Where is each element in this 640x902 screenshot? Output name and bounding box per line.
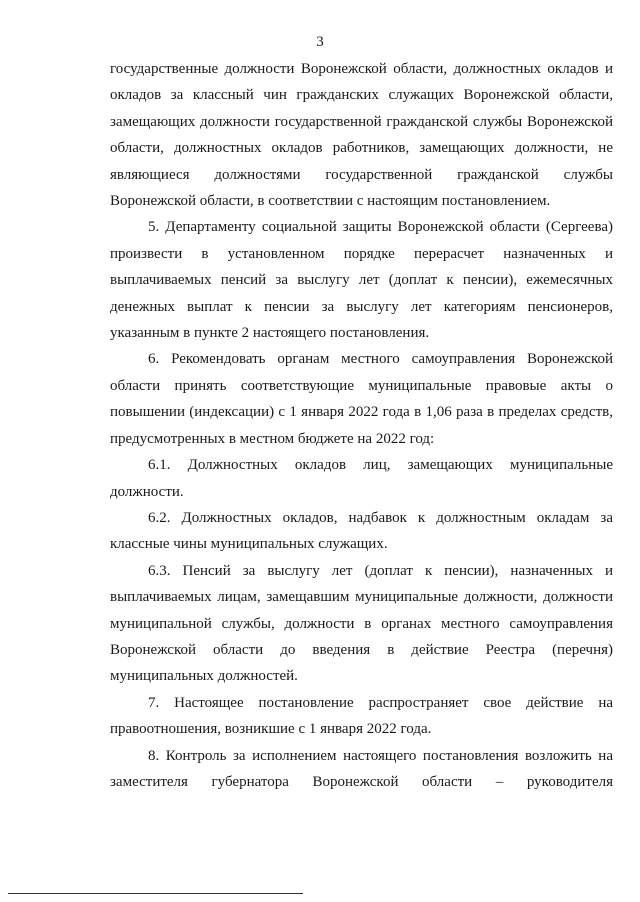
paragraph-item-6-2: 6.2. Должностных окладов, надбавок к должностным окладам за классные чины муниципальных служащих. bbox=[110, 509, 613, 553]
page-number: 3 bbox=[316, 34, 324, 50]
paragraph-item-6-3: 6.3. Пенсий за выслугу лет (доплат к пенсии), назначенных и выплачиваемых лицам, замещавшим муниципальные должности, должности муниципальной службы, должности в органах местного самоуправления Воронежской области до введения в действие Реестра (перечня) муниципальных должностей. bbox=[110, 562, 613, 685]
paragraph-item-5: 5. Департаменту социальной защиты Воронежской области (Сергеева) произвести в установленном порядке перерасчет назначенных и выплачиваемых пенсий за выслугу лет (доплат к пенсии), ежемесячных денежных выплат к пенсии за выслугу лет категориям пенсионеров, указанным в пункте 2 настоящего постановления. bbox=[110, 219, 613, 342]
paragraph-continuation: государственные должности Воронежской области, должностных окладов и окладов за классный чин гражданских служащих Воронежской области, замещающих должности государственной гражданской службы Воронежской области, должностных окладов работников, замещающих должности, не являющиеся должностями государственной гражданской службы Воронежской области, в соответствии с настоящим постановлением. bbox=[110, 61, 613, 210]
paragraph-item-6: 6. Рекомендовать органам местного самоуправления Воронежской области принять соответствующие муниципальные правовые акты о повышении (индексации) с 1 января 2022 года в 1,06 раза в пределах средств, предусмотренных в местном бюджете на 2022 год: bbox=[110, 351, 613, 447]
footer-divider bbox=[8, 893, 303, 894]
paragraph-item-6-1: 6.1. Должностных окладов лиц, замещающих муниципальные должности. bbox=[110, 457, 613, 500]
paragraph-item-7: 7. Настоящее постановление распространяет свое действие на правоотношения, возникшие с 1 января 2022 года. bbox=[110, 694, 613, 738]
paragraph-item-8: 8. Контроль за исполнением настоящего постановления возложить на заместителя губернатора Воронежской области – руководителя bbox=[110, 747, 613, 790]
document-body bbox=[110, 56, 613, 795]
